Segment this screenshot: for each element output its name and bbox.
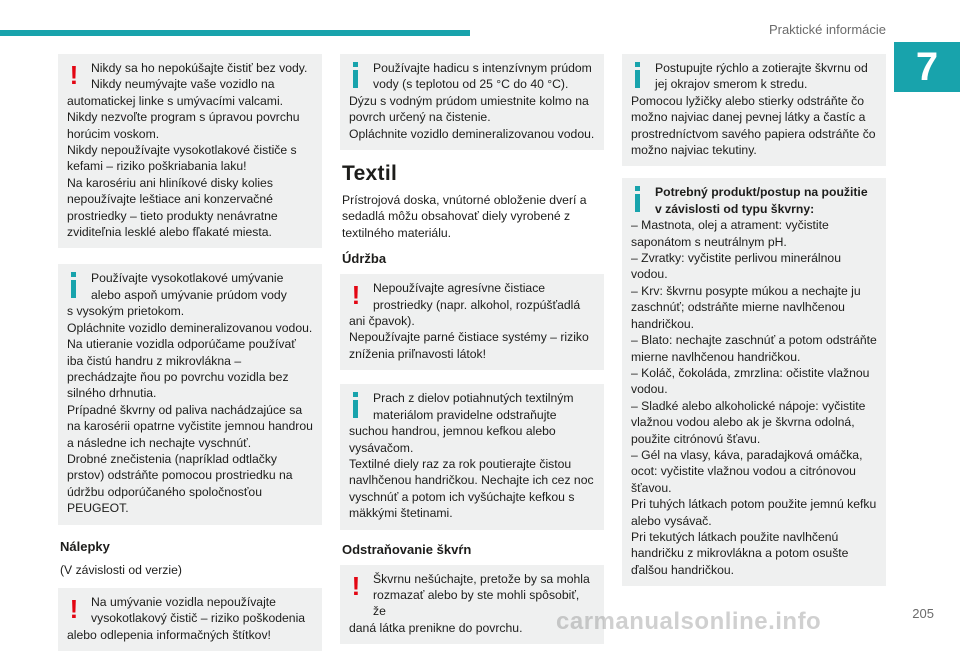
info-icon xyxy=(631,186,645,212)
info-icon xyxy=(631,62,645,88)
info-icon xyxy=(349,392,363,418)
info-icon xyxy=(349,62,363,88)
info-text-lead: Postupujte rýchlo a zotierajte škvrnu od jej okrajov smerom k stredu. xyxy=(655,61,868,92)
warning-box xyxy=(58,588,322,651)
column-1 xyxy=(58,54,322,669)
heading-nalepky: Nálepky xyxy=(60,538,110,554)
heading-udrzba: Údržba xyxy=(342,251,387,267)
warning-text-lead: Na umývanie vozidla nepoužívajte vysokotlakový čistič – riziko poškodenia xyxy=(91,594,306,626)
heading-odstranovanie-skvrn: Odstraňovanie škvŕn xyxy=(342,541,472,557)
info-box xyxy=(622,178,886,586)
info-box xyxy=(58,264,322,524)
warning-text: daná látka prenikne do povrchu. xyxy=(349,620,523,635)
watermark: carmanualsonline.info xyxy=(556,608,822,635)
warning-text: ani čpavok). Nepoužívajte parné čistiace systémy – riziko zníženia priľnavosti látok! xyxy=(349,314,589,361)
chapter-number-badge: 7 xyxy=(894,42,960,92)
info-text: Dýzu s vodným prúdom umiestnite kolmo na povrch určený na čistenie. Opláchnite vozidlo demineralizovanou vodou. xyxy=(349,93,595,141)
info-box xyxy=(622,54,886,166)
exclamation-warning-icon: ! xyxy=(69,593,79,624)
warning-box xyxy=(58,54,322,248)
info-box xyxy=(340,54,604,150)
warning-text-lead: Nikdy sa ho nepokúšajte čistiť bez vody. Nikdy neumývajte vaše vozidlo na xyxy=(91,61,308,92)
info-text-lead: Používajte hadicu s intenzívnym prúdom vody (s teplotou od 25 °C do 40 °C). xyxy=(373,61,592,92)
paragraph-textil: Prístrojová doska, vnútorné obloženie dverí a sedadlá môžu obsahovať diely vyrobené z textilného materiálu. xyxy=(342,193,587,240)
info-icon xyxy=(67,272,81,298)
info-text: Pomocou lyžičky alebo stierky odstráňte čo možno najviac danej pevnej látky a častíc a prostredníctvom savého papiera odstráňte čo možno najviac tekutiny. xyxy=(631,93,876,158)
page-number: 205 xyxy=(912,606,934,621)
info-text-lead: Používajte vysokotlakové umývanie alebo aspoň umývanie prúdom vody xyxy=(91,271,287,302)
info-text: – Mastnota, olej a atrament: vyčistite saponátom s neutrálnym pH. – Zvratky: vyčistite perlivou minerálnou vodou. – Krv: škvrnu posypte múkou a nechajte ju zaschnúť; odstráňte mierne navlhčenou handričkou. – Blato: nechajte zaschnúť a potom odstráňte mierne navlhčenou handričkou. – Koláč, čokoláda, zmrzlina: očistite vlažnou vodou. – Sladké alebo alkoholické nápoje: vyčistite vlažnou vodou alebo ak je škvrna odolná, použite citrónovú šťavu. – Gél na vlasy, káva, paradajková omáčka, ocot: vyčistite vlažnou vodou a citrónovou šťavou. Pri tuhých látkach potom použite jemnú kefku alebo vysávač. Pri tekutých látkach použite navlhčenú handričku z mikrovlákna a potom osušte ďalšou handričkou. xyxy=(631,218,877,577)
info-text-lead: Prach z dielov potiahnutých textilným materiálom pravidelne odstraňujte xyxy=(373,391,574,422)
section-title: Praktické informácie xyxy=(768,22,886,37)
column-3 xyxy=(622,54,886,604)
warning-text: alebo odlepenia informačných štítkov! xyxy=(67,627,271,642)
info-text-lead: Potrebný produkt/postup na použitie v závislosti od typu škvrny: xyxy=(655,185,868,216)
heading-textil: Textil xyxy=(342,162,398,186)
info-text: suchou handrou, jemnou kefkou alebo vysávačom. Textilné diely raz za rok poutierajte čistou navlhčenou handričkou. Nechajte ich cez noc vyschnúť a potom ich vyšúchajte kefkou s mäkkými štetinami. xyxy=(349,424,594,521)
warning-text: automatickej linke s umývacími valcami. Nikdy nezvoľte program s úpravou povrchu horúcim voskom. Nikdy nepoužívajte vysokotlakové čističe s kefami – riziko poškriabania laku! Na karosériu ani hliníkové disky kolies nepoužívajte leštiace ani konzervačné prostriedky – tieto produkty nenávratne zviditeľnia lesklé alebo fľakaté miesta. xyxy=(67,93,300,240)
exclamation-warning-icon: ! xyxy=(351,570,361,601)
column-2 xyxy=(340,54,604,662)
header-accent-bar xyxy=(0,30,470,36)
warning-box xyxy=(340,274,604,370)
exclamation-warning-icon: ! xyxy=(69,60,79,90)
warning-text-lead: Škvrnu nešúchajte, pretože by sa mohla rozmazať alebo by ste mohli spôsobiť, že xyxy=(373,571,590,619)
warning-text-lead: Nepoužívajte agresívne čistiace prostriedky (napr. alkohol, rozpúšťadlá xyxy=(373,281,581,312)
info-text: s vysokým prietokom. Opláchnite vozidlo demineralizovanou vodou. Na utieranie vozidla odporúčame používať iba čistú handru z mikrovlákna – prechádzajte ňou po povrchu vozidla bez silného drhnutia. Prípadné škvrny od paliva nachádzajúce sa na karosérii opatrne vyčistite jemnou handrou a následne ich nechajte vyschnúť. Drobné znečistenia (napríklad odtlačky prstov) odstráňte pomocou prostriedku na údržbu odporúčaného spoločnosťou PEUGEOT. xyxy=(67,304,313,516)
exclamation-warning-icon: ! xyxy=(351,280,361,311)
paragraph-version-note: (V závislosti od verzie) xyxy=(60,562,182,577)
info-box xyxy=(340,384,604,529)
